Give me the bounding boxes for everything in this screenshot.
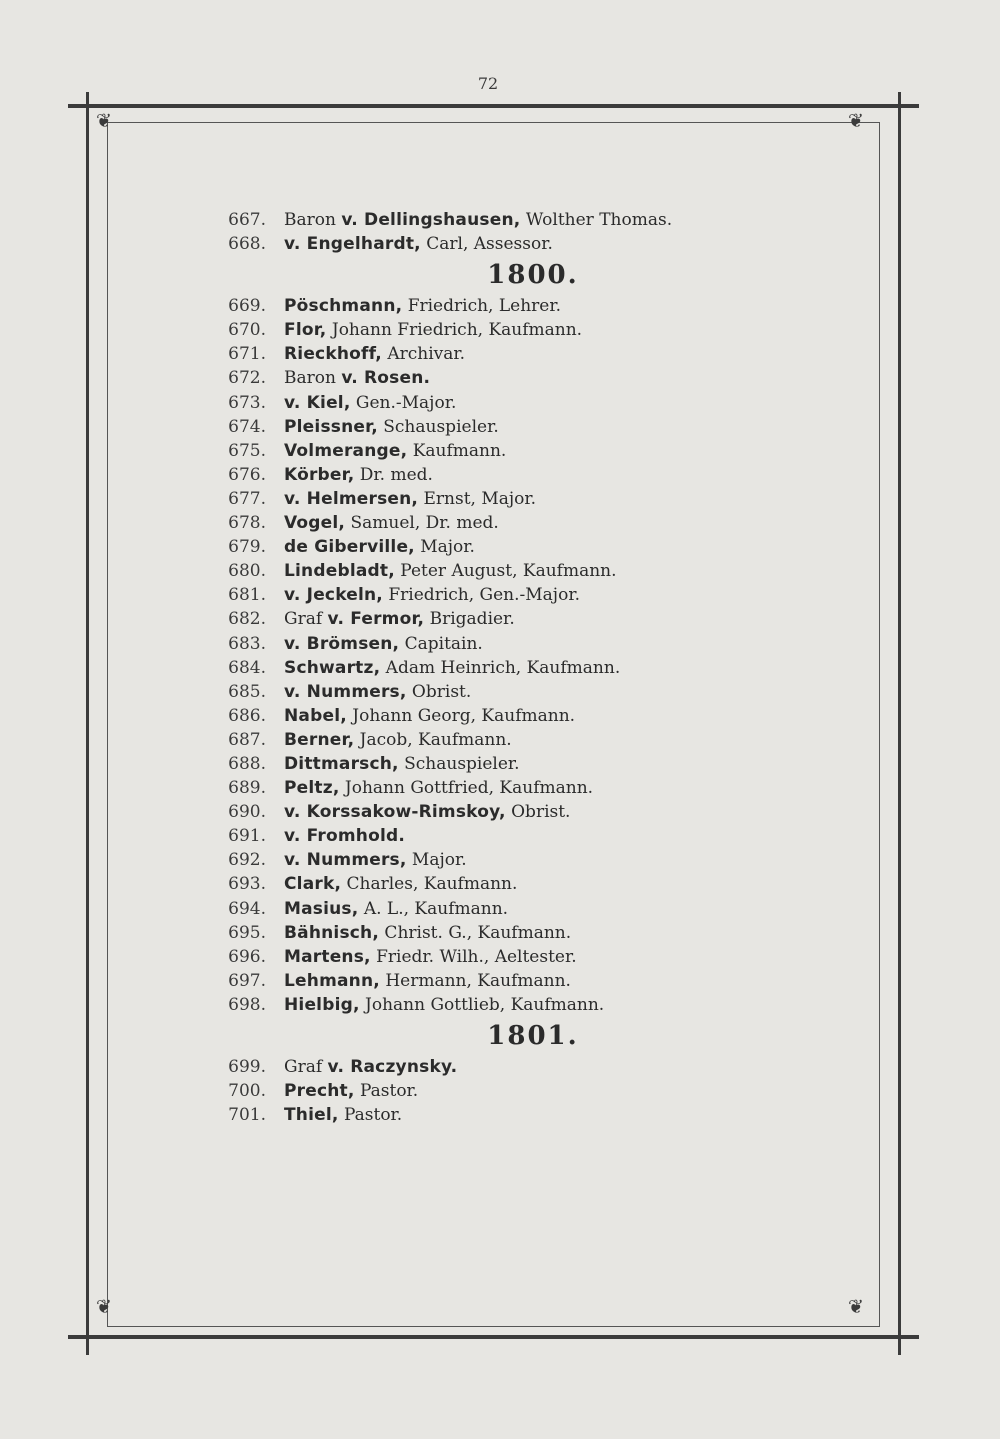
- entry-number: 686.: [228, 705, 266, 726]
- entry-details: Obrist.: [406, 681, 472, 702]
- fleuron-icon: ❦: [96, 110, 112, 132]
- list-item: [218, 921, 818, 945]
- entry-number: 689.: [228, 778, 266, 799]
- entry-details: Obrist.: [505, 802, 571, 823]
- list-item: [218, 294, 818, 318]
- entry-name: v. Brömsen,: [284, 633, 400, 654]
- entry-name: v. Dellingshausen,: [341, 210, 521, 230]
- entry-details: Johann Georg, Kaufmann.: [346, 705, 576, 726]
- entry-details: Adam Heinrich, Kaufmann.: [380, 657, 621, 678]
- list-item: [218, 487, 818, 511]
- entry-name: Dittmarsch,: [284, 753, 399, 774]
- entry-number: 692.: [228, 850, 266, 871]
- entry-name: Körber,: [284, 464, 355, 485]
- entry-details: Capitain.: [399, 633, 483, 654]
- entry-number: 677.: [228, 488, 266, 509]
- entry-name: Volmerange,: [284, 440, 408, 461]
- entry-details: Friedrich, Gen.-Major.: [382, 585, 580, 606]
- fleuron-icon: ❦: [848, 1296, 864, 1318]
- entry-prefix: Baron: [284, 368, 342, 389]
- list-item: [218, 680, 818, 704]
- list-item: [218, 366, 818, 390]
- entry-name: v. Fromhold.: [284, 826, 406, 847]
- entry-number: 679.: [228, 537, 266, 558]
- entry-details: Pastor.: [354, 1081, 419, 1102]
- entry-number: 674.: [228, 416, 266, 437]
- list-item: [218, 752, 818, 776]
- entry-name: Bähnisch,: [284, 922, 380, 943]
- entry-number: 698.: [228, 994, 266, 1015]
- entry-name: Masius,: [284, 898, 359, 919]
- entry-number: 676.: [228, 464, 266, 485]
- entry-name: v. Korssakow-Rimskoy,: [284, 802, 506, 823]
- entry-details: Gen.-Major.: [350, 392, 457, 413]
- entry-name: v. Nummers,: [284, 681, 407, 702]
- year-heading: 1801.: [487, 1021, 579, 1051]
- entry-name: Hielbig,: [284, 994, 360, 1015]
- entry-number: 684.: [228, 657, 266, 678]
- list-item: [218, 559, 818, 583]
- list-item: [218, 583, 818, 607]
- top-rule: [68, 104, 919, 108]
- entry-details: Jacob, Kaufmann.: [354, 729, 512, 750]
- entry-prefix: Graf: [284, 609, 328, 630]
- list-item: [218, 232, 818, 256]
- entry-details: Dr. med.: [354, 464, 433, 485]
- entry-name: v. Raczynsky.: [327, 1057, 458, 1077]
- list-item: [218, 704, 818, 728]
- entry-number: 701.: [228, 1105, 266, 1126]
- page-number: 72: [477, 74, 499, 93]
- entry-number: 685.: [228, 681, 266, 702]
- entry-prefix: Graf: [284, 1057, 328, 1077]
- list-item: [218, 969, 818, 993]
- entry-details: Kaufmann.: [407, 440, 507, 461]
- list-item: [218, 824, 818, 848]
- entry-name: Pöschmann,: [284, 296, 403, 317]
- entry-details: Charles, Kaufmann.: [341, 874, 518, 895]
- entry-number: 672.: [228, 368, 266, 389]
- year-heading: 1800.: [487, 260, 579, 291]
- entry-number: 695.: [228, 922, 266, 943]
- entry-details: Hermann, Kaufmann.: [379, 970, 571, 991]
- entry-number: 675.: [228, 440, 266, 461]
- list-item: [218, 318, 818, 342]
- entry-name: Clark,: [284, 874, 342, 895]
- entry-details: Archivar.: [381, 344, 466, 365]
- entry-name: Precht,: [284, 1081, 355, 1102]
- entry-name: Peltz,: [284, 778, 340, 799]
- fleuron-icon: ❦: [848, 110, 864, 132]
- bottom-rule: [68, 1335, 919, 1339]
- entry-details: Friedr. Wilh., Aeltester.: [370, 946, 577, 967]
- entry-details: Christ. G., Kaufmann.: [379, 922, 572, 943]
- entry-number: 680.: [228, 561, 266, 582]
- list-item: [218, 632, 818, 656]
- entry-number: 682.: [228, 609, 266, 630]
- entry-prefix: Baron: [284, 210, 342, 230]
- list-item: [218, 872, 818, 896]
- list-item: [218, 535, 818, 559]
- entry-number: 669.: [228, 296, 266, 317]
- list-item: [218, 208, 818, 232]
- entry-number: 693.: [228, 874, 266, 895]
- entry-name: Rieckhoff,: [284, 344, 382, 365]
- entry-number: 691.: [228, 826, 266, 847]
- list-item: [218, 800, 818, 824]
- list-item: [218, 848, 818, 872]
- list-item: [218, 391, 818, 415]
- entry-details: Carl, Assessor.: [420, 234, 553, 255]
- entry-name: v. Fermor,: [327, 609, 425, 630]
- entry-number: 700.: [228, 1081, 266, 1102]
- entry-number: 670.: [228, 320, 266, 341]
- entry-details: Johann Gottlieb, Kaufmann.: [359, 994, 605, 1015]
- entry-name: de Giberville,: [284, 537, 415, 558]
- entry-number: 671.: [228, 344, 266, 365]
- entry-details: Schauspieler.: [377, 416, 499, 437]
- entry-details: Samuel, Dr. med.: [345, 513, 499, 534]
- entry-number: 683.: [228, 633, 266, 654]
- list-item: [218, 728, 818, 752]
- list-item: [218, 1103, 818, 1127]
- entry-number: 678.: [228, 513, 266, 534]
- list-item: [218, 993, 818, 1017]
- list-item: [218, 463, 818, 487]
- list-item: [218, 415, 818, 439]
- entry-name: Lehmann,: [284, 970, 380, 991]
- entry-name: Schwartz,: [284, 657, 381, 678]
- entry-name: Flor,: [284, 320, 327, 341]
- entry-number: 668.: [228, 234, 266, 255]
- entry-details: Johann Gottfried, Kaufmann.: [339, 778, 594, 799]
- entry-name: Nabel,: [284, 705, 347, 726]
- entry-number: 673.: [228, 392, 266, 413]
- entry-details: Brigadier.: [424, 609, 515, 630]
- entry-name: v. Nummers,: [284, 850, 407, 871]
- entry-details: Ernst, Major.: [418, 488, 537, 509]
- list-item: [218, 776, 818, 800]
- entry-details: Wolther Thomas.: [520, 210, 673, 230]
- member-list: [218, 208, 818, 1127]
- entry-name: v. Engelhardt,: [284, 234, 421, 255]
- list-item: [218, 897, 818, 921]
- list-item: [218, 1079, 818, 1103]
- entry-name: Pleissner,: [284, 416, 378, 437]
- entry-name: v. Jeckeln,: [284, 585, 383, 606]
- entry-name: v. Kiel,: [284, 392, 351, 413]
- entry-number: 667.: [228, 210, 266, 230]
- entry-number: 690.: [228, 802, 266, 823]
- entry-name: v. Helmersen,: [284, 488, 419, 509]
- entry-number: 687.: [228, 729, 266, 750]
- entry-number: 699.: [228, 1057, 266, 1077]
- entry-number: 697.: [228, 970, 266, 991]
- entry-details: Major.: [414, 537, 475, 558]
- list-item: [218, 1055, 818, 1079]
- fleuron-icon: ❦: [96, 1296, 112, 1318]
- list-item: [218, 945, 818, 969]
- list-item: [218, 342, 818, 366]
- entry-number: 688.: [228, 753, 266, 774]
- entry-name: v. Rosen.: [341, 368, 431, 389]
- entry-details: Major.: [406, 850, 467, 871]
- list-item: [218, 607, 818, 631]
- entry-details: Johann Friedrich, Kaufmann.: [326, 320, 583, 341]
- entry-name: Thiel,: [284, 1105, 339, 1126]
- entry-name: Vogel,: [284, 513, 346, 534]
- entry-name: Lindebladt,: [284, 561, 395, 582]
- list-item: [218, 511, 818, 535]
- entry-number: 696.: [228, 946, 266, 967]
- right-rule: [898, 92, 901, 1355]
- entry-name: Martens,: [284, 946, 371, 967]
- entry-details: A. L., Kaufmann.: [358, 898, 509, 919]
- entry-details: Peter August, Kaufmann.: [394, 561, 617, 582]
- entry-number: 694.: [228, 898, 266, 919]
- entry-name: Berner,: [284, 729, 355, 750]
- entry-details: Pastor.: [338, 1105, 403, 1126]
- list-item: [218, 439, 818, 463]
- list-item: [218, 656, 818, 680]
- entry-number: 681.: [228, 585, 266, 606]
- left-rule: [86, 92, 89, 1355]
- entry-details: Friedrich, Lehrer.: [402, 296, 561, 317]
- entry-details: Schauspieler.: [398, 753, 520, 774]
